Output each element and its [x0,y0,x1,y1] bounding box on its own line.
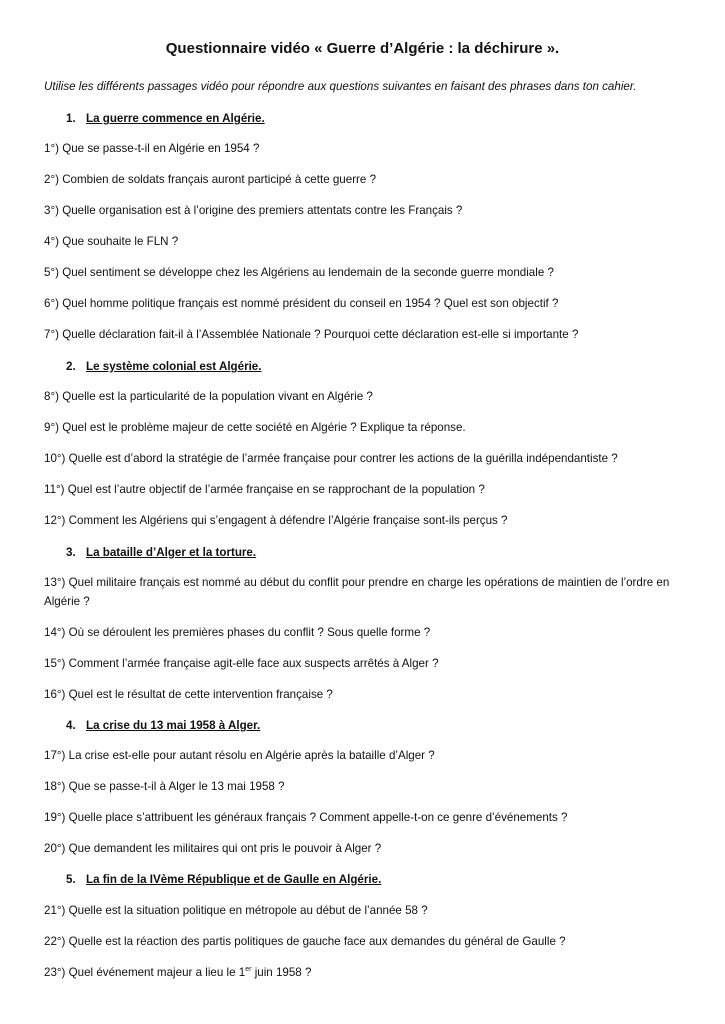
question-text: Où se déroulent les premières phases du conflit ? Sous quelle forme ? [68,626,431,639]
question-text-part: Quel événement majeur a lieu le 1 [68,966,246,979]
section-heading-3 [66,546,256,559]
question-text: Quel est le problème majeur de cette société en Algérie ? Explique ta réponse. [62,421,466,434]
question-9 [44,418,684,437]
question-1 [44,139,684,158]
question-7 [44,325,684,344]
question-15 [44,654,684,673]
question-text: Quelle est la réaction des partis politiques de gauche face aux demandes du général de Gaulle ? [68,935,566,948]
question-text: Comment l’armée française agit-elle face aux suspects arrêtés à Alger ? [68,657,439,670]
question-number: 18°) [44,780,66,793]
ordinal-superscript: er [245,966,252,974]
question-text: Que demandent les militaires qui ont pris le pouvoir à Alger ? [68,842,382,855]
section-heading-5 [66,873,381,886]
section-heading-2 [66,360,261,373]
question-number: 21°) [44,904,66,917]
question-number: 14°) [44,626,66,639]
section-number: 1. [66,112,76,125]
question-11 [44,480,684,499]
question-4 [44,232,684,251]
question-text: Que souhaite le FLN ? [62,235,179,248]
question-number: 23°) [44,966,66,979]
question-text: Quel est le résultat de cette intervention française ? [68,688,333,701]
question-12 [44,511,684,530]
question-number: 20°) [44,842,66,855]
question-number: 11°) [44,483,65,496]
section-number: 5. [66,873,76,886]
question-text: Quelle est la situation politique en métropole au début de l’année 58 ? [68,904,428,917]
question-number: 7°) [44,328,59,341]
question-21 [44,901,684,920]
question-text: Quel est l’autre objectif de l’armée française en se rapprochant de la population ? [67,483,485,496]
section-number: 3. [66,546,76,559]
question-text-part: juin 1958 ? [251,966,312,979]
question-text: Combien de soldats français auront participé à cette guerre ? [62,173,377,186]
question-text: Quelle organisation est à l’origine des premiers attentats contre les Français ? [62,204,463,217]
question-number: 4°) [44,235,59,248]
section-title: La bataille d’Alger et la torture. [86,546,257,559]
question-number: 16°) [44,688,66,701]
document-title: Questionnaire vidéo « Guerre d’Algérie : la déchirure ». [165,40,560,57]
question-text: Quel militaire français est nommé au début du conflit pour prendre en charge les opérations de maintien de l’ordre en Algérie ? [44,576,670,608]
question-18 [44,777,684,796]
question-13 [44,573,684,611]
question-20 [44,839,684,858]
question-number: 3°) [44,204,59,217]
question-number: 6°) [44,297,59,310]
question-text: Quelle déclaration fait-il à l’Assemblée Nationale ? Pourquoi cette déclaration est-elle si importante ? [62,328,579,341]
question-number: 12°) [44,514,66,527]
question-text: Quelle est d’abord la stratégie de l’armée française pour contrer les actions de la guérilla indépendantiste ? [68,452,618,465]
question-3 [44,201,684,220]
question-text: Quel homme politique français est nommé président du conseil en 1954 ? Quel est son objectif ? [62,297,559,310]
question-number: 17°) [44,749,66,762]
question-2 [44,170,684,189]
section-title: La crise du 13 mai 1958 à Alger. [86,719,261,732]
question-text: Comment les Algériens qui s’engagent à défendre l’Algérie française sont-ils perçus ? [68,514,508,527]
question-14 [44,623,684,642]
section-title: La fin de la IVème République et de Gaulle en Algérie. [86,873,382,886]
question-10 [44,449,684,468]
question-23 [44,963,684,982]
question-16 [44,685,684,704]
section-number: 4. [66,719,76,732]
question-5 [44,263,684,282]
question-number: 10°) [44,452,66,465]
question-number: 8°) [44,390,59,403]
question-text: Que se passe-t-il à Alger le 13 mai 1958 ? [68,780,285,793]
question-text: Quelle est la particularité de la population vivant en Algérie ? [62,390,373,403]
question-number: 5°) [44,266,59,279]
question-number: 13°) [44,576,66,589]
section-title: Le système colonial est Algérie. [86,360,262,373]
question-number: 9°) [44,421,59,434]
question-22 [44,932,684,951]
question-number: 19°) [44,811,66,824]
question-text [69,966,312,979]
question-text: Que se passe-t-il en Algérie en 1954 ? [62,142,260,155]
question-number: 2°) [44,173,59,186]
question-text: La crise est-elle pour autant résolu en Algérie après la bataille d’Alger ? [68,749,435,762]
question-17 [44,746,684,765]
question-number: 15°) [44,657,66,670]
question-number: 1°) [44,142,59,155]
question-19 [44,808,684,827]
question-text: Quel sentiment se développe chez les Algériens au lendemain de la seconde guerre mondiale ? [62,266,554,279]
question-number: 22°) [44,935,66,948]
question-6 [44,294,684,313]
section-heading-1 [66,112,265,125]
section-heading-4 [66,719,260,732]
instructions: Utilise les différents passages vidéo pour répondre aux questions suivantes en faisant des phrases dans ton cahier. [44,80,637,93]
question-8 [44,387,684,406]
section-title: La guerre commence en Algérie. [86,112,265,125]
question-text: Quelle place s’attribuent les généraux français ? Comment appelle-t-on ce genre d’événements ? [68,811,568,824]
section-number: 2. [66,360,76,373]
